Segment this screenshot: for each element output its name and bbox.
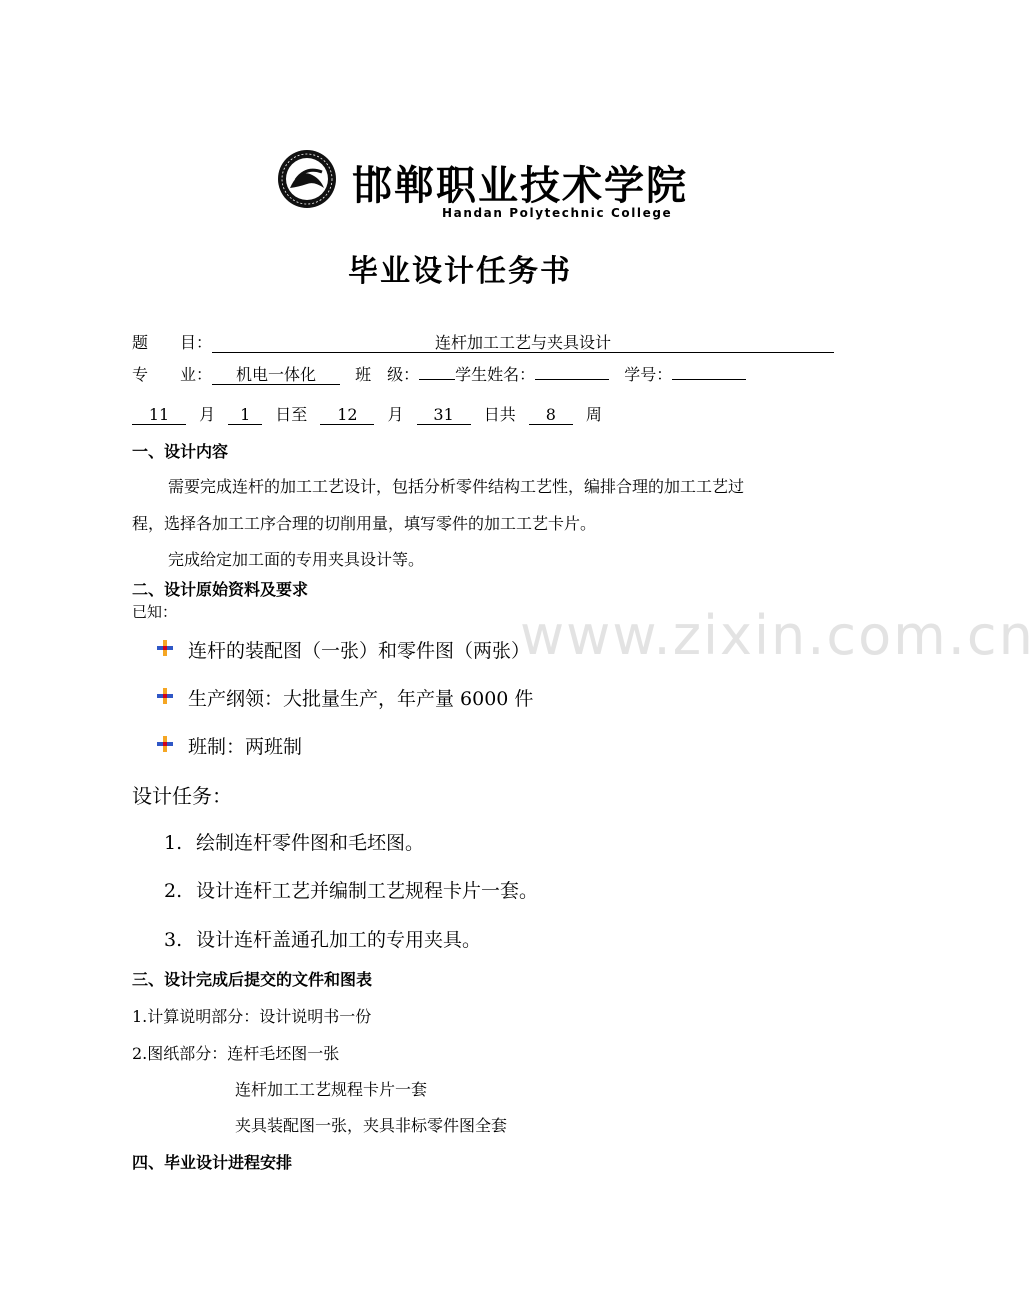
start-month: 11 <box>132 405 186 425</box>
date-row <box>132 405 602 425</box>
list-item-text: 生产纲领：大批量生产，年产量 6000 件 <box>188 688 534 710</box>
class-value <box>419 379 455 380</box>
topic-row <box>132 333 834 353</box>
bullet-icon <box>156 687 174 705</box>
deliverable-line: 1.计算说明部分：设计说明书一份 <box>132 1007 372 1026</box>
school-name-cn: 邯郸职业技术学院 <box>352 162 688 209</box>
id-label: 学号： <box>624 365 673 384</box>
task-item <box>164 876 538 903</box>
task-number: 2. <box>164 880 183 902</box>
month-label: 月 <box>387 405 404 424</box>
section-heading: 四、毕业设计进程安排 <box>132 1153 293 1172</box>
major-label: 专 业： <box>132 365 213 384</box>
end-day: 31 <box>417 405 471 425</box>
topic-label: 题 目： <box>132 333 213 352</box>
day-total-label: 日共 <box>483 405 516 424</box>
task-number: 3. <box>164 929 183 951</box>
list-item-text: 班制：两班制 <box>188 736 303 758</box>
deliverable-line: 2.图纸部分：连杆毛坯图一张 <box>132 1044 340 1063</box>
student-label: 学生姓名： <box>455 365 536 384</box>
watermark: www.zixin.com.cn <box>520 604 1035 667</box>
task-item <box>164 925 481 952</box>
student-value <box>535 379 609 380</box>
deliverable-line: 连杆加工工艺规程卡片一套 <box>235 1080 428 1099</box>
paragraph: 需要完成连杆的加工工艺设计，包括分析零件结构工艺性，编排合理的加工工艺过 <box>168 477 745 496</box>
task-text: 设计连杆工艺并编制工艺规程卡片一套。 <box>196 880 539 902</box>
month-label: 月 <box>199 405 216 424</box>
id-value <box>672 379 746 380</box>
section-heading: 二、设计原始资料及要求 <box>132 580 309 599</box>
major-value: 机电一体化 <box>212 365 340 385</box>
end-month: 12 <box>320 405 374 425</box>
section-heading: 一、设计内容 <box>132 442 229 461</box>
list-item-text: 连杆的装配图（一张）和零件图（两张） <box>188 640 531 662</box>
paragraph: 程，选择各加工工序合理的切削用量，填写零件的加工工艺卡片。 <box>132 514 597 533</box>
school-emblem-icon <box>276 148 338 210</box>
day-to-label: 日至 <box>275 405 308 424</box>
bullet-icon <box>156 735 174 753</box>
weeks-value: 8 <box>529 405 573 425</box>
school-name-en: Handan Polytechnic College <box>442 206 673 220</box>
known-label: 已知： <box>132 603 178 621</box>
bullet-icon <box>156 639 174 657</box>
task-text: 绘制连杆零件图和毛坯图。 <box>196 832 425 854</box>
document-title: 毕业设计任务书 <box>348 254 572 289</box>
major-row <box>132 365 746 385</box>
task-number: 1. <box>164 832 183 854</box>
week-label: 周 <box>585 405 602 424</box>
task-text: 设计连杆盖通孔加工的专用夹具。 <box>196 929 482 951</box>
paragraph: 完成给定加工面的专用夹具设计等。 <box>168 550 425 569</box>
task-item <box>164 828 424 855</box>
class-label: 班 级： <box>355 365 420 384</box>
section-heading: 三、设计完成后提交的文件和图表 <box>132 970 373 989</box>
deliverable-line: 夹具装配图一张，夹具非标零件图全套 <box>235 1116 508 1135</box>
topic-value: 连杆加工工艺与夹具设计 <box>212 333 834 353</box>
school-logo <box>276 146 688 224</box>
task-heading: 设计任务： <box>132 784 232 808</box>
start-day: 1 <box>228 405 262 425</box>
